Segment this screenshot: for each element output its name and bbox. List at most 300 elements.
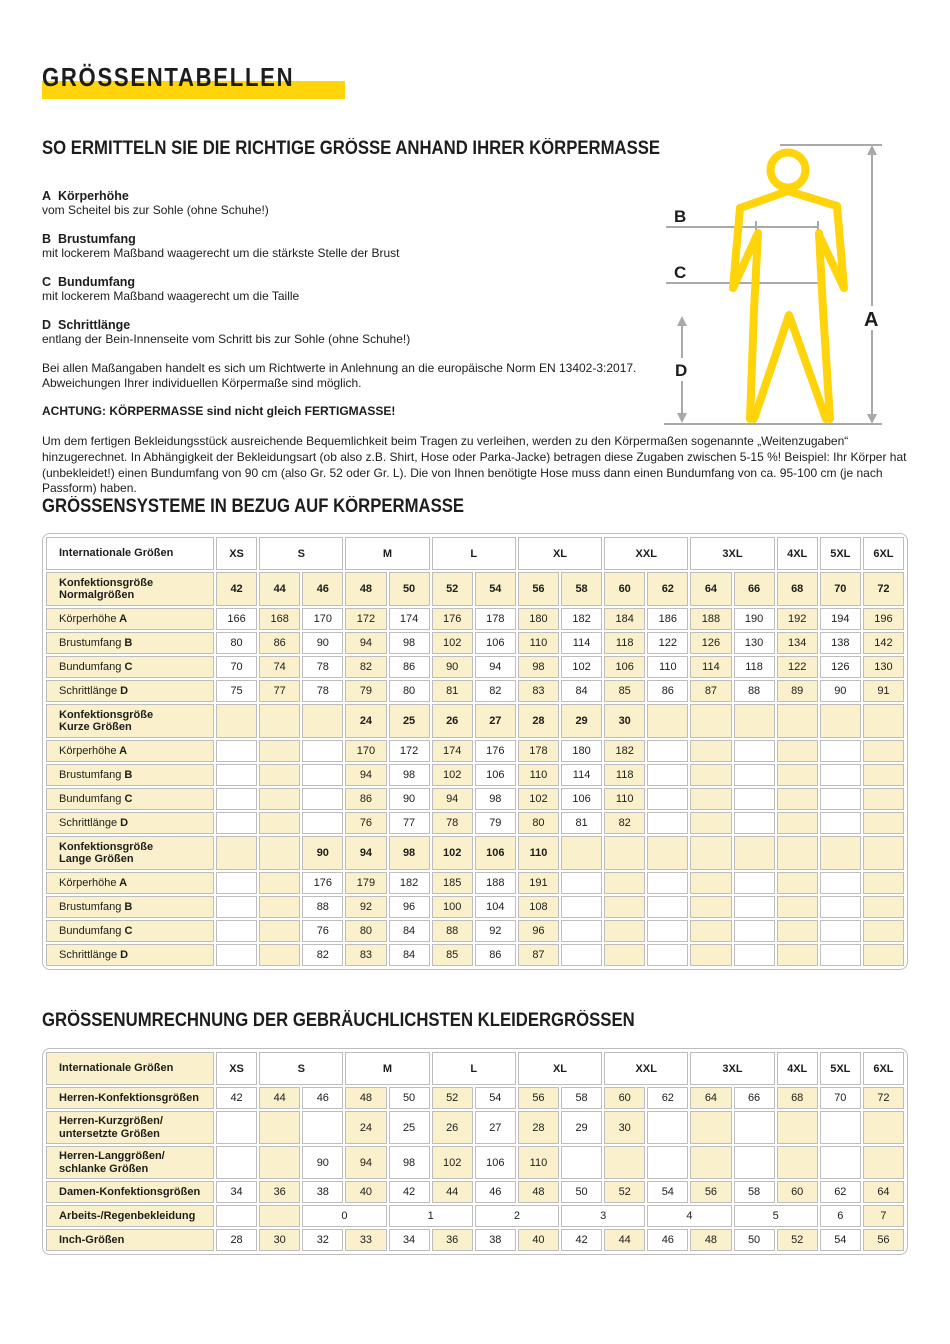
table-cell: 36 bbox=[432, 1229, 473, 1251]
row-label-cell: Inch-Größen bbox=[46, 1229, 214, 1251]
table-cell: 56 bbox=[518, 572, 559, 606]
table-cell: 88 bbox=[734, 680, 775, 702]
table-cell bbox=[820, 1146, 861, 1179]
row-label-cell: Schrittlänge D bbox=[46, 944, 214, 966]
table-cell: 184 bbox=[604, 608, 645, 630]
table-cell: 75 bbox=[216, 680, 257, 702]
intro-heading: SO ERMITTELN SIE DIE RICHTIGE GRÖSSE ANHAND IHRER KÖRPERMASSE bbox=[42, 138, 661, 159]
table-cell: 26 bbox=[432, 704, 473, 738]
table-cell: 60 bbox=[604, 572, 645, 606]
table-cell: 54 bbox=[475, 1087, 516, 1109]
row-label-cell: Herren-Konfektionsgrößen bbox=[46, 1087, 214, 1109]
table-cell: 90 bbox=[432, 656, 473, 678]
table-cell: 64 bbox=[863, 1181, 904, 1203]
table-cell: 60 bbox=[777, 1181, 818, 1203]
table-cell: 29 bbox=[561, 704, 602, 738]
allowance-paragraph: Um dem fertigen Bekleidungsstück ausreichende Bequemlichkeit beim Tragen zu verleihen, werden zu den Körpermaßen sogenannte „Weitenzugaben“ hinzugerechnet. In Abhängigkeit der Bekleidungsart (ob also z.B. Shirt, Hose oder Parka-Jacke) betragen diese Zugaben zwischen 5-15 %! Beispiel: Ihr Körper hat (unbekleidet!) einen Bundumfang von 90 cm (also Gr. 52 oder Gr. L). Die von Ihnen benötigte Hose muss dann einen Bundumfang von ca. 95-100 cm (je nach Passform) haben. bbox=[42, 434, 907, 496]
table-cell: 179 bbox=[345, 872, 386, 894]
table-cell bbox=[777, 872, 818, 894]
row-label-cell: Konfektionsgröße Kurze Größen bbox=[46, 704, 214, 738]
table-cell: 134 bbox=[777, 632, 818, 654]
table-row bbox=[46, 572, 904, 606]
table-cell: 80 bbox=[389, 680, 430, 702]
header-size-cell: M bbox=[345, 537, 429, 570]
header-size-cell: 6XL bbox=[863, 537, 904, 570]
table-cell bbox=[259, 740, 300, 762]
table-cell bbox=[734, 704, 775, 738]
table-cell bbox=[777, 764, 818, 786]
table-cell bbox=[777, 788, 818, 810]
table-cell: 170 bbox=[345, 740, 386, 762]
table-row bbox=[46, 704, 904, 738]
table-cell bbox=[863, 764, 904, 786]
table-cell: 174 bbox=[389, 608, 430, 630]
table-cell: 166 bbox=[216, 608, 257, 630]
table-cell: 25 bbox=[389, 704, 430, 738]
table-cell bbox=[863, 872, 904, 894]
arrowhead-a-bottom bbox=[867, 414, 877, 424]
header-size-cell: 6XL bbox=[863, 1052, 904, 1085]
table-cell: 62 bbox=[820, 1181, 861, 1203]
table-cell bbox=[302, 812, 343, 834]
table-cell bbox=[777, 896, 818, 918]
table-cell: 89 bbox=[777, 680, 818, 702]
size-system-table bbox=[42, 533, 908, 970]
header-size-cell: 4XL bbox=[777, 537, 818, 570]
table-cell: 74 bbox=[259, 656, 300, 678]
table-cell: 186 bbox=[647, 608, 688, 630]
table-cell bbox=[561, 872, 602, 894]
table-cell bbox=[734, 872, 775, 894]
table-cell: 106 bbox=[561, 788, 602, 810]
table-cell: 96 bbox=[389, 896, 430, 918]
table-cell bbox=[647, 1111, 688, 1144]
table-row bbox=[46, 1229, 904, 1251]
table-cell: 64 bbox=[690, 572, 731, 606]
table-cell: 33 bbox=[345, 1229, 386, 1251]
table-cell: 28 bbox=[518, 1111, 559, 1144]
table-cell bbox=[820, 944, 861, 966]
measure-definition bbox=[42, 318, 642, 346]
table-cell bbox=[561, 836, 602, 870]
table-row bbox=[46, 1205, 904, 1227]
table-cell: 110 bbox=[518, 632, 559, 654]
table-cell: 87 bbox=[518, 944, 559, 966]
table-cell bbox=[216, 1111, 257, 1144]
row-label-cell: Schrittlänge D bbox=[46, 812, 214, 834]
table-cell: 80 bbox=[216, 632, 257, 654]
table-cell: 92 bbox=[475, 920, 516, 942]
table-cell bbox=[259, 944, 300, 966]
table-cell: 96 bbox=[518, 920, 559, 942]
norm-note-line1: Bei allen Maßangaben handelt es sich um Richtwerte in Anlehnung an die europäische Norm EN 13402-3:2017. bbox=[42, 361, 637, 375]
table-cell bbox=[734, 1111, 775, 1144]
table-cell: 77 bbox=[389, 812, 430, 834]
table-cell bbox=[216, 764, 257, 786]
table-cell: 50 bbox=[734, 1229, 775, 1251]
table-cell bbox=[777, 740, 818, 762]
measure-desc: mit lockerem Maßband waagerecht um die Taille bbox=[42, 289, 300, 303]
table-cell bbox=[863, 740, 904, 762]
table-cell: 79 bbox=[345, 680, 386, 702]
header-size-cell: XL bbox=[518, 1052, 602, 1085]
table-cell: 86 bbox=[475, 944, 516, 966]
table-cell bbox=[690, 788, 731, 810]
table-cell: 94 bbox=[432, 788, 473, 810]
table-cell: 92 bbox=[345, 896, 386, 918]
table-cell: 102 bbox=[432, 764, 473, 786]
table-cell: 102 bbox=[432, 836, 473, 870]
table-cell: 114 bbox=[561, 764, 602, 786]
table-cell: 68 bbox=[777, 572, 818, 606]
table-cell bbox=[863, 812, 904, 834]
table-cell bbox=[647, 788, 688, 810]
arrowhead-a-top bbox=[867, 145, 877, 155]
table-cell: 78 bbox=[432, 812, 473, 834]
header-size-cell: XS bbox=[216, 537, 257, 570]
table-cell: 27 bbox=[475, 1111, 516, 1144]
table-cell: 56 bbox=[518, 1087, 559, 1109]
table-cell bbox=[647, 872, 688, 894]
table-cell bbox=[259, 1205, 300, 1227]
header-size-cell: 3XL bbox=[690, 537, 774, 570]
table-cell: 102 bbox=[518, 788, 559, 810]
table-cell: 36 bbox=[259, 1181, 300, 1203]
table-cell: 38 bbox=[475, 1229, 516, 1251]
table-row bbox=[46, 920, 904, 942]
table-cell: 176 bbox=[302, 872, 343, 894]
table-cell: 122 bbox=[777, 656, 818, 678]
table-row bbox=[46, 608, 904, 630]
table-cell bbox=[863, 788, 904, 810]
table-cell bbox=[259, 764, 300, 786]
table-row bbox=[46, 632, 904, 654]
table-cell: 70 bbox=[820, 572, 861, 606]
table-cell bbox=[604, 944, 645, 966]
row-label-cell: Brustumfang B bbox=[46, 632, 214, 654]
table-cell: 30 bbox=[259, 1229, 300, 1251]
table-cell: 106 bbox=[475, 836, 516, 870]
table-cell: 168 bbox=[259, 608, 300, 630]
table-row bbox=[46, 656, 904, 678]
table-cell: 86 bbox=[259, 632, 300, 654]
table-cell: 6 bbox=[820, 1205, 861, 1227]
figure-label-a: A bbox=[864, 309, 879, 331]
table-cell bbox=[820, 704, 861, 738]
table-cell: 182 bbox=[561, 608, 602, 630]
table-cell: 54 bbox=[820, 1229, 861, 1251]
table-cell bbox=[863, 704, 904, 738]
table-cell: 70 bbox=[216, 656, 257, 678]
table1-heading: GRÖSSENSYSTEME IN BEZUG AUF KÖRPERMASSE bbox=[42, 496, 465, 517]
table-cell: 130 bbox=[863, 656, 904, 678]
table-cell bbox=[259, 704, 300, 738]
table-cell: 90 bbox=[302, 836, 343, 870]
table-cell: 84 bbox=[389, 944, 430, 966]
table-cell: 85 bbox=[432, 944, 473, 966]
header-size-cell: L bbox=[432, 537, 516, 570]
table-cell: 72 bbox=[863, 1087, 904, 1109]
table-cell: 72 bbox=[863, 572, 904, 606]
table-cell: 42 bbox=[389, 1181, 430, 1203]
header-size-cell: L bbox=[432, 1052, 516, 1085]
table-cell: 102 bbox=[432, 632, 473, 654]
table-cell bbox=[863, 1111, 904, 1144]
table-cell: 3 bbox=[561, 1205, 645, 1227]
norm-note-line2: Abweichungen Ihrer individuellen Körpermaße sind möglich. bbox=[42, 376, 362, 390]
person-inner-legs bbox=[754, 315, 826, 419]
table-cell: 56 bbox=[690, 1181, 731, 1203]
table-cell: 66 bbox=[734, 1087, 775, 1109]
table-cell: 82 bbox=[604, 812, 645, 834]
table-cell bbox=[216, 944, 257, 966]
table-cell bbox=[604, 920, 645, 942]
header-size-cell: XL bbox=[518, 537, 602, 570]
table-cell bbox=[820, 812, 861, 834]
table-cell: 182 bbox=[604, 740, 645, 762]
table-cell: 170 bbox=[302, 608, 343, 630]
table-cell: 30 bbox=[604, 1111, 645, 1144]
table-cell: 56 bbox=[863, 1229, 904, 1251]
table-cell: 42 bbox=[561, 1229, 602, 1251]
table-cell bbox=[647, 920, 688, 942]
table-cell: 118 bbox=[604, 764, 645, 786]
table-cell bbox=[647, 836, 688, 870]
table-cell bbox=[777, 920, 818, 942]
table-cell bbox=[734, 944, 775, 966]
table-cell bbox=[820, 872, 861, 894]
table-cell bbox=[259, 1146, 300, 1179]
table-cell: 98 bbox=[389, 836, 430, 870]
table-cell: 83 bbox=[518, 680, 559, 702]
table-cell: 52 bbox=[604, 1181, 645, 1203]
table-cell: 48 bbox=[518, 1181, 559, 1203]
table-cell bbox=[647, 1146, 688, 1179]
table-cell: 80 bbox=[518, 812, 559, 834]
table-cell: 180 bbox=[561, 740, 602, 762]
person-head bbox=[771, 153, 806, 188]
size-conversion-table bbox=[42, 1048, 908, 1255]
table-cell: 188 bbox=[475, 872, 516, 894]
row-label-cell: Herren-Langgrößen/ schlanke Größen bbox=[46, 1146, 214, 1179]
table-cell bbox=[690, 1146, 731, 1179]
table-cell: 106 bbox=[475, 764, 516, 786]
table-cell: 52 bbox=[777, 1229, 818, 1251]
table-cell bbox=[734, 740, 775, 762]
table-cell: 126 bbox=[690, 632, 731, 654]
header-size-cell: S bbox=[259, 1052, 343, 1085]
table-cell: 98 bbox=[389, 764, 430, 786]
table-cell bbox=[820, 836, 861, 870]
row-label-cell: Körperhöhe A bbox=[46, 872, 214, 894]
table-cell bbox=[561, 920, 602, 942]
table-cell: 102 bbox=[432, 1146, 473, 1179]
table-row bbox=[46, 1181, 904, 1203]
row-label-cell: Bundumfang C bbox=[46, 788, 214, 810]
table-cell: 24 bbox=[345, 704, 386, 738]
table-cell bbox=[647, 896, 688, 918]
table-cell: 81 bbox=[432, 680, 473, 702]
table-cell: 106 bbox=[475, 632, 516, 654]
table-cell: 94 bbox=[345, 632, 386, 654]
table-cell: 5 bbox=[734, 1205, 818, 1227]
figure-label-c: C bbox=[674, 263, 687, 282]
table-cell bbox=[216, 1146, 257, 1179]
table-cell: 85 bbox=[604, 680, 645, 702]
table-cell bbox=[302, 704, 343, 738]
table-cell: 174 bbox=[432, 740, 473, 762]
table-cell: 0 bbox=[302, 1205, 386, 1227]
table-cell: 114 bbox=[561, 632, 602, 654]
table-cell: 7 bbox=[863, 1205, 904, 1227]
table-cell: 180 bbox=[518, 608, 559, 630]
table-cell: 106 bbox=[604, 656, 645, 678]
table-cell: 94 bbox=[345, 764, 386, 786]
table-cell bbox=[647, 704, 688, 738]
norm-note bbox=[42, 361, 662, 391]
table-cell bbox=[690, 1111, 731, 1144]
table-cell: 83 bbox=[345, 944, 386, 966]
table-cell: 38 bbox=[302, 1181, 343, 1203]
table-cell: 54 bbox=[647, 1181, 688, 1203]
table-cell: 82 bbox=[302, 944, 343, 966]
table-cell: 27 bbox=[475, 704, 516, 738]
table-cell bbox=[690, 896, 731, 918]
table-cell: 94 bbox=[345, 1146, 386, 1179]
table-cell bbox=[820, 764, 861, 786]
table-cell bbox=[216, 1205, 257, 1227]
table-cell bbox=[604, 896, 645, 918]
row-label-cell: Konfektionsgröße Normalgrößen bbox=[46, 572, 214, 606]
table-cell: 48 bbox=[345, 1087, 386, 1109]
table-cell bbox=[690, 944, 731, 966]
table-cell bbox=[863, 944, 904, 966]
table-cell: 46 bbox=[647, 1229, 688, 1251]
table-cell bbox=[216, 788, 257, 810]
table-cell: 44 bbox=[432, 1181, 473, 1203]
table-cell: 29 bbox=[561, 1111, 602, 1144]
page-title: GRÖSSENTABELLEN bbox=[42, 62, 295, 92]
table-cell: 52 bbox=[432, 1087, 473, 1109]
arrowhead-d-top bbox=[677, 316, 687, 326]
table-row bbox=[46, 896, 904, 918]
row-label-cell: Brustumfang B bbox=[46, 764, 214, 786]
table-cell bbox=[604, 872, 645, 894]
header-label-cell: Internationale Größen bbox=[46, 537, 214, 570]
table-cell: 44 bbox=[259, 1087, 300, 1109]
table-cell bbox=[216, 896, 257, 918]
table-row bbox=[46, 788, 904, 810]
table-cell: 118 bbox=[604, 632, 645, 654]
table-cell: 48 bbox=[345, 572, 386, 606]
table-cell: 58 bbox=[734, 1181, 775, 1203]
table-row bbox=[46, 740, 904, 762]
table-cell: 114 bbox=[690, 656, 731, 678]
table-row bbox=[46, 944, 904, 966]
row-label-cell: Bundumfang C bbox=[46, 656, 214, 678]
table-row bbox=[46, 1087, 904, 1109]
row-label-cell: Damen-Konfektionsgrößen bbox=[46, 1181, 214, 1203]
table-cell: 81 bbox=[561, 812, 602, 834]
table-cell: 4 bbox=[647, 1205, 731, 1227]
table-cell bbox=[259, 788, 300, 810]
body-measure-figure-svg bbox=[650, 130, 942, 430]
table-cell: 142 bbox=[863, 632, 904, 654]
measure-title: C Bundumfang bbox=[42, 275, 136, 289]
table-cell bbox=[863, 836, 904, 870]
table-cell: 122 bbox=[647, 632, 688, 654]
table-cell: 78 bbox=[302, 680, 343, 702]
table-header-row bbox=[46, 537, 904, 570]
table-cell bbox=[259, 896, 300, 918]
table-cell bbox=[561, 896, 602, 918]
table-cell: 86 bbox=[389, 656, 430, 678]
size-table bbox=[44, 1050, 906, 1253]
table-cell: 196 bbox=[863, 608, 904, 630]
table-cell bbox=[604, 836, 645, 870]
table-cell: 79 bbox=[475, 812, 516, 834]
table-header-row bbox=[46, 1052, 904, 1085]
figure-label-b: B bbox=[674, 207, 687, 226]
table-cell bbox=[777, 812, 818, 834]
header-size-cell: 5XL bbox=[820, 1052, 861, 1085]
table-cell bbox=[302, 740, 343, 762]
table-cell: 86 bbox=[647, 680, 688, 702]
table-cell: 62 bbox=[647, 572, 688, 606]
table-cell bbox=[216, 812, 257, 834]
header-label-cell: Internationale Größen bbox=[46, 1052, 214, 1085]
table-cell: 106 bbox=[475, 1146, 516, 1179]
table-cell bbox=[820, 920, 861, 942]
table-cell bbox=[820, 740, 861, 762]
table-cell bbox=[690, 836, 731, 870]
table-cell bbox=[690, 920, 731, 942]
table-cell: 44 bbox=[259, 572, 300, 606]
table-cell: 52 bbox=[432, 572, 473, 606]
table-cell bbox=[647, 944, 688, 966]
person-shoulders bbox=[740, 191, 837, 208]
table-cell: 138 bbox=[820, 632, 861, 654]
table-cell bbox=[647, 740, 688, 762]
table-cell: 1 bbox=[389, 1205, 473, 1227]
table-cell bbox=[777, 704, 818, 738]
page-title-block bbox=[42, 62, 339, 102]
table-cell: 50 bbox=[389, 572, 430, 606]
table-cell: 62 bbox=[647, 1087, 688, 1109]
table-cell: 90 bbox=[302, 1146, 343, 1179]
table-cell bbox=[734, 920, 775, 942]
table-cell: 70 bbox=[820, 1087, 861, 1109]
table-cell bbox=[734, 788, 775, 810]
table-cell: 76 bbox=[302, 920, 343, 942]
table-cell: 98 bbox=[389, 1146, 430, 1179]
table-cell bbox=[777, 1146, 818, 1179]
table-cell bbox=[734, 1146, 775, 1179]
table-cell: 80 bbox=[345, 920, 386, 942]
row-label-cell: Arbeits-/Regenbekleidung bbox=[46, 1205, 214, 1227]
table-cell bbox=[863, 1146, 904, 1179]
table-cell: 42 bbox=[216, 572, 257, 606]
measure-title: D Schrittlänge bbox=[42, 318, 131, 332]
table-cell bbox=[259, 920, 300, 942]
table-cell bbox=[604, 1146, 645, 1179]
table-cell: 25 bbox=[389, 1111, 430, 1144]
table-cell: 54 bbox=[475, 572, 516, 606]
table-cell: 88 bbox=[302, 896, 343, 918]
table-cell: 40 bbox=[345, 1181, 386, 1203]
table-row bbox=[46, 872, 904, 894]
table-cell: 172 bbox=[389, 740, 430, 762]
